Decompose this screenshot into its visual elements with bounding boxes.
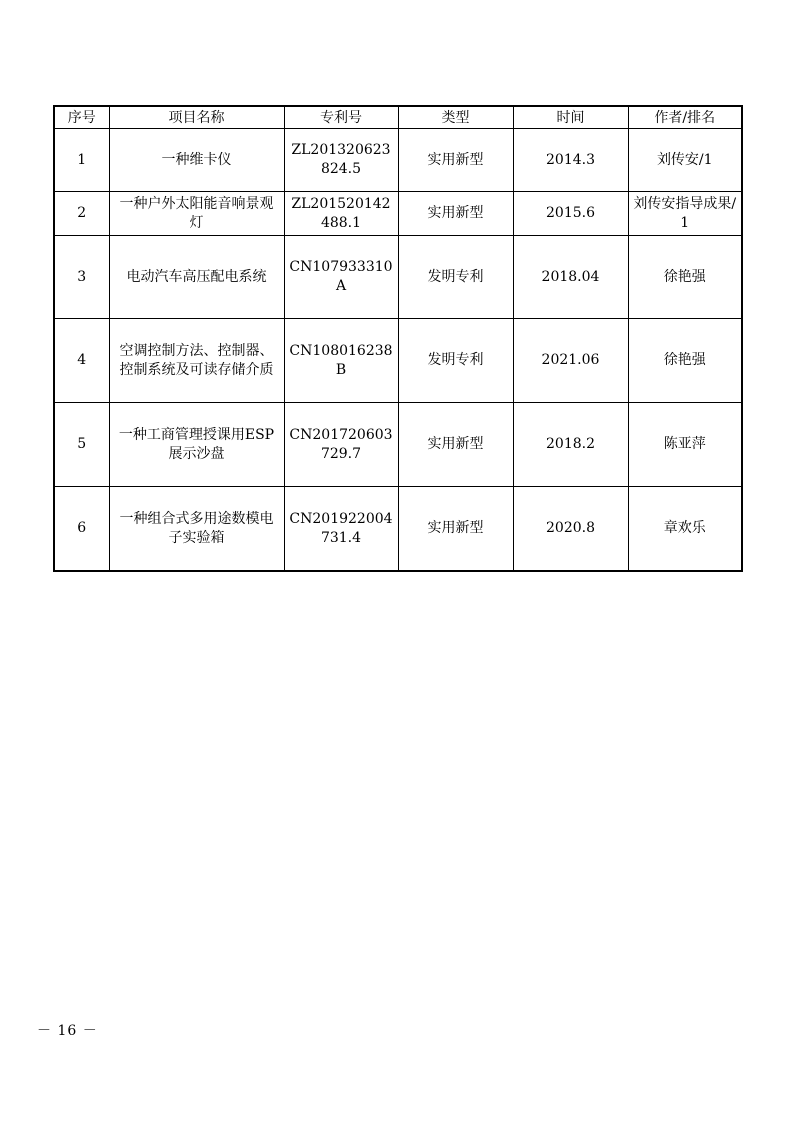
cell-index: 6: [54, 487, 109, 572]
header-type: 类型: [398, 106, 513, 129]
cell-type: 实用新型: [398, 403, 513, 487]
table-row: [54, 319, 742, 403]
table-header-row: [54, 106, 742, 129]
cell-patent-number: CN201922004731.4: [284, 487, 398, 572]
cell-date: 2014.3: [513, 129, 628, 192]
header-index: 序号: [54, 106, 109, 129]
header-patent-number: 专利号: [284, 106, 398, 129]
header-author: 作者/排名: [628, 106, 742, 129]
cell-index: 2: [54, 192, 109, 236]
cell-date: 2020.8: [513, 487, 628, 572]
cell-type: 实用新型: [398, 487, 513, 572]
cell-project-name: 一种组合式多用途数模电子实验箱: [109, 487, 284, 572]
patent-table: [53, 105, 743, 572]
cell-type: 发明专利: [398, 319, 513, 403]
cell-author: 徐艳强: [628, 236, 742, 319]
cell-author: 徐艳强: [628, 319, 742, 403]
table-row: [54, 129, 742, 192]
cell-author: 章欢乐: [628, 487, 742, 572]
cell-project-name: 一种维卡仪: [109, 129, 284, 192]
cell-patent-number: CN201720603729.7: [284, 403, 398, 487]
cell-index: 3: [54, 236, 109, 319]
cell-author: 刘传安/1: [628, 129, 742, 192]
cell-patent-number: ZL201320623824.5: [284, 129, 398, 192]
table-row: [54, 236, 742, 319]
cell-type: 发明专利: [398, 236, 513, 319]
cell-index: 4: [54, 319, 109, 403]
header-date: 时间: [513, 106, 628, 129]
cell-index: 1: [54, 129, 109, 192]
cell-date: 2021.06: [513, 319, 628, 403]
cell-project-name: 电动汽车高压配电系统: [109, 236, 284, 319]
cell-project-name: 一种户外太阳能音响景观灯: [109, 192, 284, 236]
cell-date: 2018.04: [513, 236, 628, 319]
cell-type: 实用新型: [398, 192, 513, 236]
cell-author: 刘传安指导成果/1: [628, 192, 742, 236]
page-number: － 16 －: [37, 1023, 98, 1039]
cell-author: 陈亚萍: [628, 403, 742, 487]
cell-project-name: 空调控制方法、控制器、控制系统及可读存储介质: [109, 319, 284, 403]
table-row: [54, 403, 742, 487]
cell-project-name: 一种工商管理授课用ESP展示沙盘: [109, 403, 284, 487]
cell-index: 5: [54, 403, 109, 487]
cell-type: 实用新型: [398, 129, 513, 192]
table-row: [54, 487, 742, 572]
header-project-name: 项目名称: [109, 106, 284, 129]
cell-patent-number: CN108016238B: [284, 319, 398, 403]
table-row: [54, 192, 742, 236]
cell-date: 2018.2: [513, 403, 628, 487]
cell-patent-number: CN107933310A: [284, 236, 398, 319]
cell-patent-number: ZL201520142488.1: [284, 192, 398, 236]
cell-date: 2015.6: [513, 192, 628, 236]
